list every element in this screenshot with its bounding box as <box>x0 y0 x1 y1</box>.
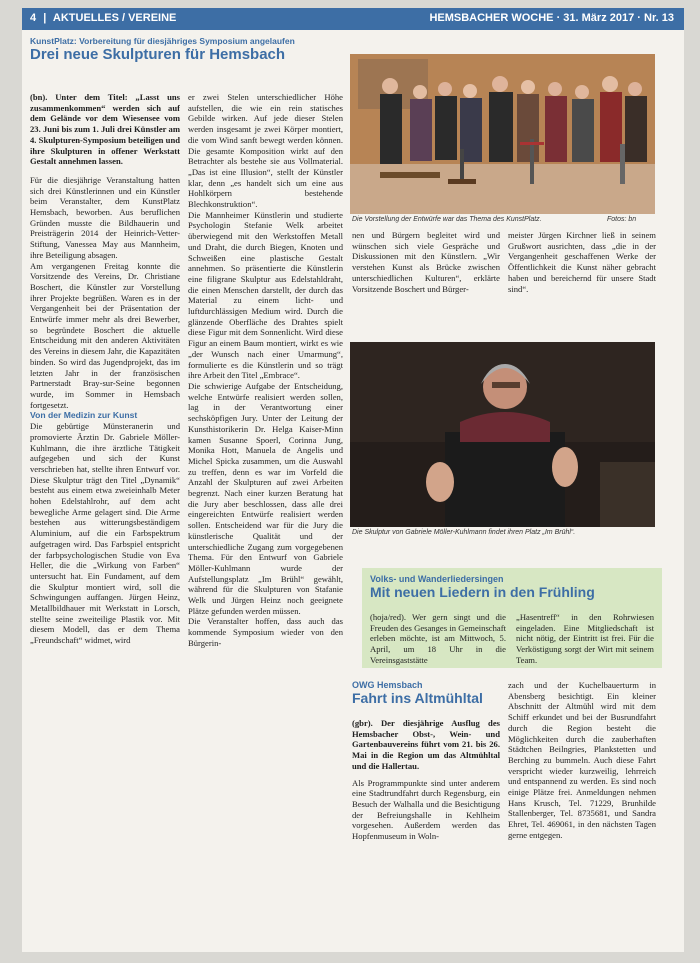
article1-column-2 <box>188 92 343 947</box>
article3-column-2 <box>508 680 656 947</box>
photo1-caption: Die Vorstellung der Entwürfe war das Thema des KunstPlatz. <box>352 216 542 223</box>
article1-paragraph: meister Jürgen Kirchner ließ in seinem Grußwort ausrichten, dass „die in der Vergangenheit geschaffenen Werke der Öffentlichkeit die Kunst näher gebracht haben und bereichernd für unsere Stadt sind“. <box>508 230 656 294</box>
article3-headline: Fahrt ins Altmühltal <box>352 690 483 706</box>
article1-paragraph: Die gebürtige Münsteranerin und promovierte Ärztin Dr. Gabriele Möller-Kuhlmann, die ihre ärztliche Tätigkeit aufgegeben und sich der Kunst verschrieben hat, stellte ihren Entwurf vor. Diese Skulptur trägt den Titel „Dynamik“ besteht aus einem etwa zweieinhalb Meter hohen Edelstahlrohr, auf dem acht bewegliche Arme gelagert sind. Die Arme bestehen aus witterungsbeständigem Aluminium, auf die ein Farbspektrum aufgetragen wird. Das Farbspiel entspricht der farbpsychologischen Studie von Eva Heller, die die „Wirkung von Farben“ untersucht hat. Ein Fundament, auf dem die Skulptur montiert wird, soll die Schwingungen auffangen. Jürgen Heinz, Metallbildhauer mit Werkstatt in Lorsch, stellte seine zweiteilige Plastik vor. Mit diesem Modell, das er dem Thema „Freundschaft“ widmet, wird <box>30 421 180 646</box>
article1-subheading: Von der Medizin zur Kunst <box>30 410 138 421</box>
article1-paragraph: Die Veranstalter hoffen, dass auch das kommende Symposium wieder von den Bürgerin- <box>188 616 343 648</box>
article1-lead: (bn). Unter dem Titel: „Lasst uns zusammenkommen“ werden sich auf dem Gelände vor dem Wiesensee vom 23. Juni bis zum 1. Juli drei Künstler am 4. Skulpturen-Symposium beteiligen und ihre Skulpturen in offener Werkstatt Gestalt annehmen lassen. <box>30 92 180 167</box>
article1-paragraph: Am vergangenen Freitag konnte die Vorsitzende des Vereins, Dr. Christiane Boschert, die Künstler zur Vorstellung ihrer Projekte begrüßen. Waren es in der Vergangenheit bei der Präsentation der Entwürfe immer mehr als drei Bewerber, so begründete Boschert die aktuelle Entscheidung mit den anderen Aktivitäten des Vereins in diesem Jahr, die Kapazitäten binden. So wird das Jugendprojekt, das im letzten Jahr in der französischen Partnerstadt Bray-sur-Seine begonnen wurde, im Sommer in Hemsbach fortgesetzt. <box>30 260 180 410</box>
article1-kicker: KunstPlatz: Vorbereitung für diesjähriges Symposium angelaufen <box>30 36 295 46</box>
photo-artist-speaking <box>350 342 655 527</box>
article1-paragraph: Für die diesjährige Veranstaltung hatten sich drei Künstlerinnen und ein Künstler beim Veranstalter, dem KunstPlatz Hemsbach, beworben. Aus beruflichen Gründen musste die Bildhauerin und Preisträgerin 2014 der Heinrich-Vetter-Stiftung, Vanessea May aus Mannheim, ihre Beteiligung absagen. <box>30 174 180 260</box>
article1-headline: Drei neue Skulpturen für Hemsbach <box>30 46 286 63</box>
article2-box <box>362 568 662 668</box>
dot-separator: · <box>556 12 564 24</box>
article1-column-4 <box>508 230 656 340</box>
section-name: AKTUELLES / VEREINE <box>52 12 177 24</box>
article2-paragraph: „Hasentreff“ in den Rohrwiesen eingeladen. Eine Mitgliedschaft ist nicht nötig, der Eintritt ist frei. Für die Verköstigung sorgt der Wirt mit seinem Team. <box>516 612 654 665</box>
article1-column-1 <box>30 92 180 947</box>
header-left <box>30 12 176 24</box>
issue-number: Nr. 13 <box>644 12 674 24</box>
article1-paragraph: er zwei Stelen unterschiedlicher Höhe aufstellen, die wie ein rein statisches Gebilde wirken. Auf jede dieser Stelen werden insgesamt je zwei Körper montiert, die vom Wind sanft bewegt werden können. Die gesamte Komposition wirkt auf den Betrachter als bestehe sie aus Vollmaterial. „Das ist eine Illusion“, stellt der Künstler klar, denn „es handelt sich um eine aus Hohlkörpern bestehende Blechkonstruktion“. <box>188 92 343 210</box>
separator: | <box>43 12 47 24</box>
header-right <box>429 12 674 24</box>
article1-column-3 <box>352 230 500 340</box>
article3-kicker: OWG Hemsbach <box>352 680 423 690</box>
article3-heading <box>352 680 500 706</box>
article1-heading <box>30 36 350 63</box>
dot-separator: · <box>637 12 645 24</box>
article2-column-2 <box>516 612 654 666</box>
newspaper-page <box>22 8 684 952</box>
article3-paragraph: Als Programmpunkte sind unter anderem eine Stadtrundfahrt durch Regensburg, ein Besuch der Walhalla und die Besichtigung der Befreiungshalle in Kehlheim vorgesehen. Außerdem werden das Hopfenmuseum in Woln- <box>352 777 500 842</box>
article2-column-1 <box>370 612 506 666</box>
article3-paragraph: zach und der Kuchelbauerturm in Abensberg besichtigt. Ein kleiner Abschnitt der Altmühl wird mit dem Schiff erkundet und bei der Busrundfahrt durch die Region besteht die Möglichkeiten durch die zauberhaften Städtchen Beilngries, Plankstetten und Berching zu bummeln. Auch diese Fahrt verspricht wieder kurzweilig, lehrreich und entspannend zu werden. Es sind noch einige Plätze frei. Anmeldungen nehmen Hans Krusch, Tel. 71229, Brunhilde Stallenberger, Tel. 8735681, und Sandra Ehret, Tel. 469061, in den nächsten Tagen gerne entgegen. <box>508 680 656 840</box>
page-number: 4 <box>30 12 37 24</box>
article3-lead: (gbr). Der diesjährige Ausflug des Hemsbacher Obst-, Wein- und Gartenbauvereins führt vom 21. bis 26. Mai in die Region um das Altmühltal und die Hallertau. <box>352 718 500 771</box>
article1-paragraph: nen und Bürgern begleitet wird und wünschen sich viele Gespräche und Diskussionen mit den Künstlern. „Wir verstehen Kunst als Brücke zwischen unterschiedlichen Kulturen“, erklärte Vorsitzende Boschert und Bürger- <box>352 230 500 294</box>
article2-kicker: Volks- und Wanderliedersingen <box>370 574 504 584</box>
paper-name: HEMSBACHER WOCHE <box>429 12 554 24</box>
photo2-caption: Die Skulptur von Gabriele Möller-Kuhlmann findet ihren Platz „Im Brühl“. <box>352 529 576 536</box>
article2-heading <box>370 574 655 600</box>
page-header <box>22 8 684 30</box>
article2-headline: Mit neuen Liedern in den Frühling <box>370 584 595 600</box>
photo1-credit: Fotos: bn <box>607 216 637 223</box>
article1-paragraph: Die Mannheimer Künstlerin und studierte Psychologin Stefanie Welk arbeitet überwiegend mit den Werkstoffen Metall und Draht, die durch Biegen, Knoten und Schweißen eine plastische Gestalt annehmen. So präsentierte die Künstlerin eine filigrane Skulptur aus Edelstahldraht, die einen Menschen darstellt, der durch das Material zu einem licht- und luftdurchlässigen Medium wird. Durch die glänzende Oberfläche des Drahtes spielt diese Figur mit dem Sonnenlicht. Wird diese Figur an einem Baum montiert, wirkt es wie „der Wunsch nach einer Umarmung“, formulierte es die Künstlerin und so trägt ihre Arbeit den Titel „Embrace“. <box>188 209 343 381</box>
photo-group-presentation <box>350 54 655 214</box>
article2-paragraph: (hoja/red). Wer gern singt und die Freuden des Gesanges in Gemeinschaft erleben möchte, ist am Mittwoch, 5. April, um 18 Uhr in die Vereinsgaststätte <box>370 612 506 665</box>
article1-paragraph: Die schwierige Aufgabe der Entscheidung, welche Entwürfe realisiert werden sollen, lag in der Verantwortung einer sechsköpfigen Jury. Unter der Leitung der Kunsthistorikerin Dr. Helga Kaiser-Minn kamen Susanne Spoerl, Corinna Jung, Monika Hott, Manuela de Angelis und Michel Spicka zusammen, um die Auswahl zu treffen, denn es war im Vorfeld die Anzahl der Skulpturen auf zwei Arbeiten begrenzt. Nach einer kurzen Beratung hat die Jury aber beschlossen, dass alle drei eingereichten Entwürfe realisiert werden sollen. Entscheidend war für die Jury die künstlerische Qualität und der unterschiedliche Zugang zum vorgegebenen Thema. Für den Entwurf von Gabriele Möller-Kuhlmann wurde der Aufstellungsplatz „Im Brühl“ gewählt, während für die Skulpturen von Stafanie Welk und Jürgen Heinz noch geeignete Plätze gefunden werden müssen. <box>188 380 343 616</box>
article3-column-1 <box>352 718 500 947</box>
issue-date: 31. März 2017 <box>563 12 635 24</box>
